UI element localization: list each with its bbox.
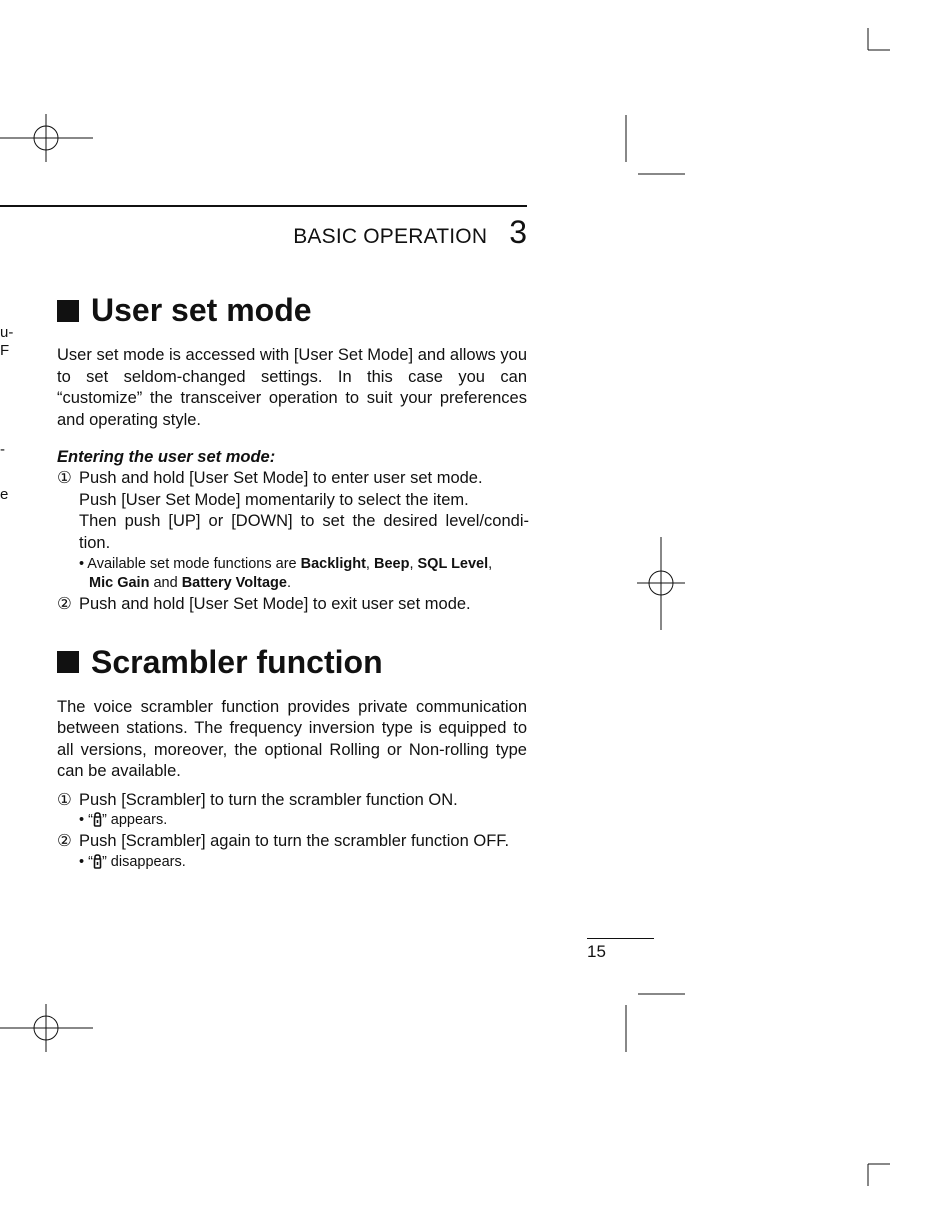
step-number-icon: ② bbox=[57, 832, 72, 850]
page-number: 15 bbox=[587, 942, 606, 961]
section-intro: User set mode is accessed with [User Set Mode] and allows you to set seldom-changed settings. In this case you can “customize” the transceiver operation to suit your preferences and operating style. bbox=[57, 346, 527, 429]
scrambler-icon bbox=[93, 812, 102, 827]
edge-fragment: F bbox=[0, 342, 10, 359]
section-intro: The voice scrambler function provides private communication between stations. The frequency inversion type is equipped to all versions, moreover, the optional Rolling or Non-rolling type can be available. bbox=[57, 697, 527, 780]
step-1: ① Push [Scrambler] to turn the scrambler function ON. bbox=[57, 790, 527, 812]
section-heading: Scrambler function bbox=[57, 644, 527, 681]
step-2: ② Push [Scrambler] again to turn the scrambler function OFF. bbox=[57, 831, 527, 853]
header-title: BASIC OPERATION bbox=[293, 225, 488, 248]
step-number-icon: ① bbox=[57, 469, 72, 487]
subheading: Entering the user set mode: bbox=[57, 448, 276, 466]
scrambler-icon bbox=[93, 854, 102, 869]
step-1 bbox=[57, 468, 527, 554]
step-note: • “ ” disappears. bbox=[79, 853, 186, 870]
step-line: Push and hold [User Set Mode] to enter user set mode. bbox=[79, 469, 483, 487]
edge-fragment: - bbox=[0, 441, 5, 458]
square-bullet-icon bbox=[57, 651, 79, 673]
page-content bbox=[57, 292, 527, 872]
edge-fragment: u- bbox=[0, 324, 14, 341]
running-header bbox=[293, 214, 527, 251]
step-line: Push [User Set Mode] momentarily to select the item. bbox=[79, 490, 469, 509]
step-2: ② Push and hold [User Set Mode] to exit user set mode. bbox=[57, 594, 527, 616]
chapter-number: 3 bbox=[509, 214, 527, 250]
step-note: • “ ” appears. bbox=[79, 812, 168, 828]
header-rule bbox=[0, 205, 527, 207]
step-number-icon: ② bbox=[57, 595, 72, 613]
functions-note: • Available set mode functions are Backlight, Beep, SQL Level, Mic Gain and Battery Voltage. bbox=[79, 556, 493, 591]
section-heading: User set mode bbox=[57, 292, 527, 329]
edge-fragment: e bbox=[0, 486, 9, 503]
step-number-icon: ① bbox=[57, 790, 72, 809]
step-line: Then push [UP] or [DOWN] to set the desired level/condi-tion. bbox=[79, 512, 529, 552]
page-number-rule bbox=[587, 938, 654, 939]
square-bullet-icon bbox=[57, 300, 79, 322]
